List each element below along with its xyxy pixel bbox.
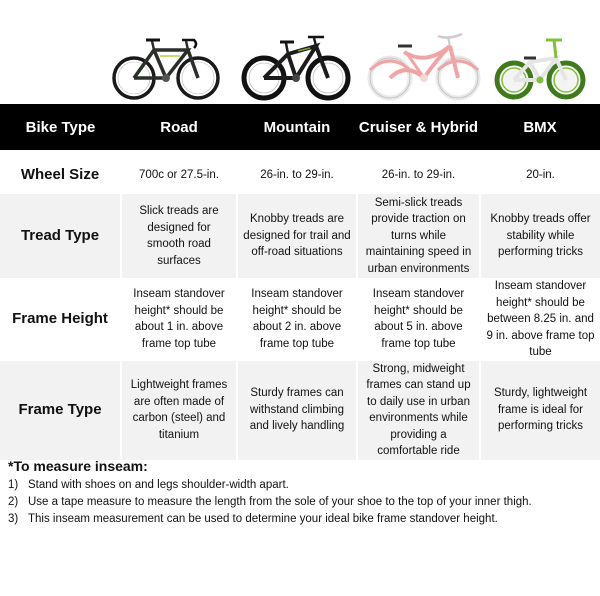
list-item-text: This inseam measurement can be used to determine your ideal bike frame standover height. bbox=[28, 513, 498, 525]
list-item-number: 1) bbox=[8, 479, 19, 491]
list-item-text: Use a tape measure to measure the length from the sole of your shoe to the top of your inner thigh. bbox=[28, 496, 532, 508]
cell-type-bmx: Sturdy, lightweight frame is ideal for performing tricks bbox=[480, 361, 600, 460]
cell-type-road: Lightweight frames are often made of carbon (steel) and titanium bbox=[121, 361, 237, 460]
row-label-wheel-size: Wheel Size bbox=[0, 156, 121, 194]
cell-wheel-bmx: 20-in. bbox=[480, 156, 600, 194]
row-label-frame-type: Frame Type bbox=[0, 361, 121, 460]
cell-tread-mountain: Knobby treads are designed for trail and off-road situations bbox=[237, 194, 357, 278]
table-row-wheel-size bbox=[0, 156, 600, 194]
header-row bbox=[0, 104, 600, 150]
notes-list bbox=[8, 477, 592, 528]
bike-comparison-table bbox=[0, 104, 600, 460]
cell-wheel-mountain: 26-in. to 29-in. bbox=[237, 156, 357, 194]
bike-images bbox=[0, 0, 600, 104]
list-item bbox=[8, 494, 592, 511]
cell-type-cruiser: Strong, midweight frames can stand up to daily use in urban environments while providing a comfortable ride bbox=[357, 361, 480, 460]
list-item bbox=[8, 477, 592, 494]
header-bike-type: Bike Type bbox=[0, 104, 121, 150]
cell-tread-bmx: Knobby treads offer stability while performing tricks bbox=[480, 194, 600, 278]
inseam-notes bbox=[8, 458, 592, 528]
list-item-number: 2) bbox=[8, 496, 19, 508]
road-bike-image bbox=[110, 32, 222, 102]
cruiser-bike-image bbox=[366, 32, 482, 102]
cell-height-cruiser: Inseam standover height* should be about 5 in. above frame top tube bbox=[357, 278, 480, 361]
cell-height-bmx: Inseam standover height* should be between 8.25 in. and 9 in. above frame top tube bbox=[480, 278, 600, 361]
cell-height-mountain: Inseam standover height* should be about 2 in. above frame top tube bbox=[237, 278, 357, 361]
list-item bbox=[8, 511, 592, 528]
cell-type-mountain: Sturdy frames can withstand climbing and lively handling bbox=[237, 361, 357, 460]
header-cruiser-hybrid: Cruiser & Hybrid bbox=[357, 104, 480, 150]
table-row-tread-type bbox=[0, 194, 600, 278]
cell-wheel-road: 700c or 27.5-in. bbox=[121, 156, 237, 194]
cell-tread-cruiser: Semi-slick treads provide traction on turns while maintaining speed in urban environments bbox=[357, 194, 480, 278]
bmx-bike-image bbox=[490, 32, 590, 102]
cell-tread-road: Slick treads are designed for smooth road surfaces bbox=[121, 194, 237, 278]
header-bmx: BMX bbox=[480, 104, 600, 150]
table-row-frame-type bbox=[0, 361, 600, 460]
list-item-text: Stand with shoes on and legs shoulder-width apart. bbox=[28, 479, 289, 491]
row-label-tread-type: Tread Type bbox=[0, 194, 121, 278]
row-label-frame-height: Frame Height bbox=[0, 278, 121, 361]
header-mountain: Mountain bbox=[237, 104, 357, 150]
cell-height-road: Inseam standover height* should be about 1 in. above frame top tube bbox=[121, 278, 237, 361]
mountain-bike-image bbox=[240, 32, 352, 102]
cell-wheel-cruiser: 26-in. to 29-in. bbox=[357, 156, 480, 194]
notes-heading: *To measure inseam: bbox=[8, 458, 148, 474]
list-item-number: 3) bbox=[8, 513, 19, 525]
table-row-frame-height bbox=[0, 278, 600, 361]
header-road: Road bbox=[121, 104, 237, 150]
